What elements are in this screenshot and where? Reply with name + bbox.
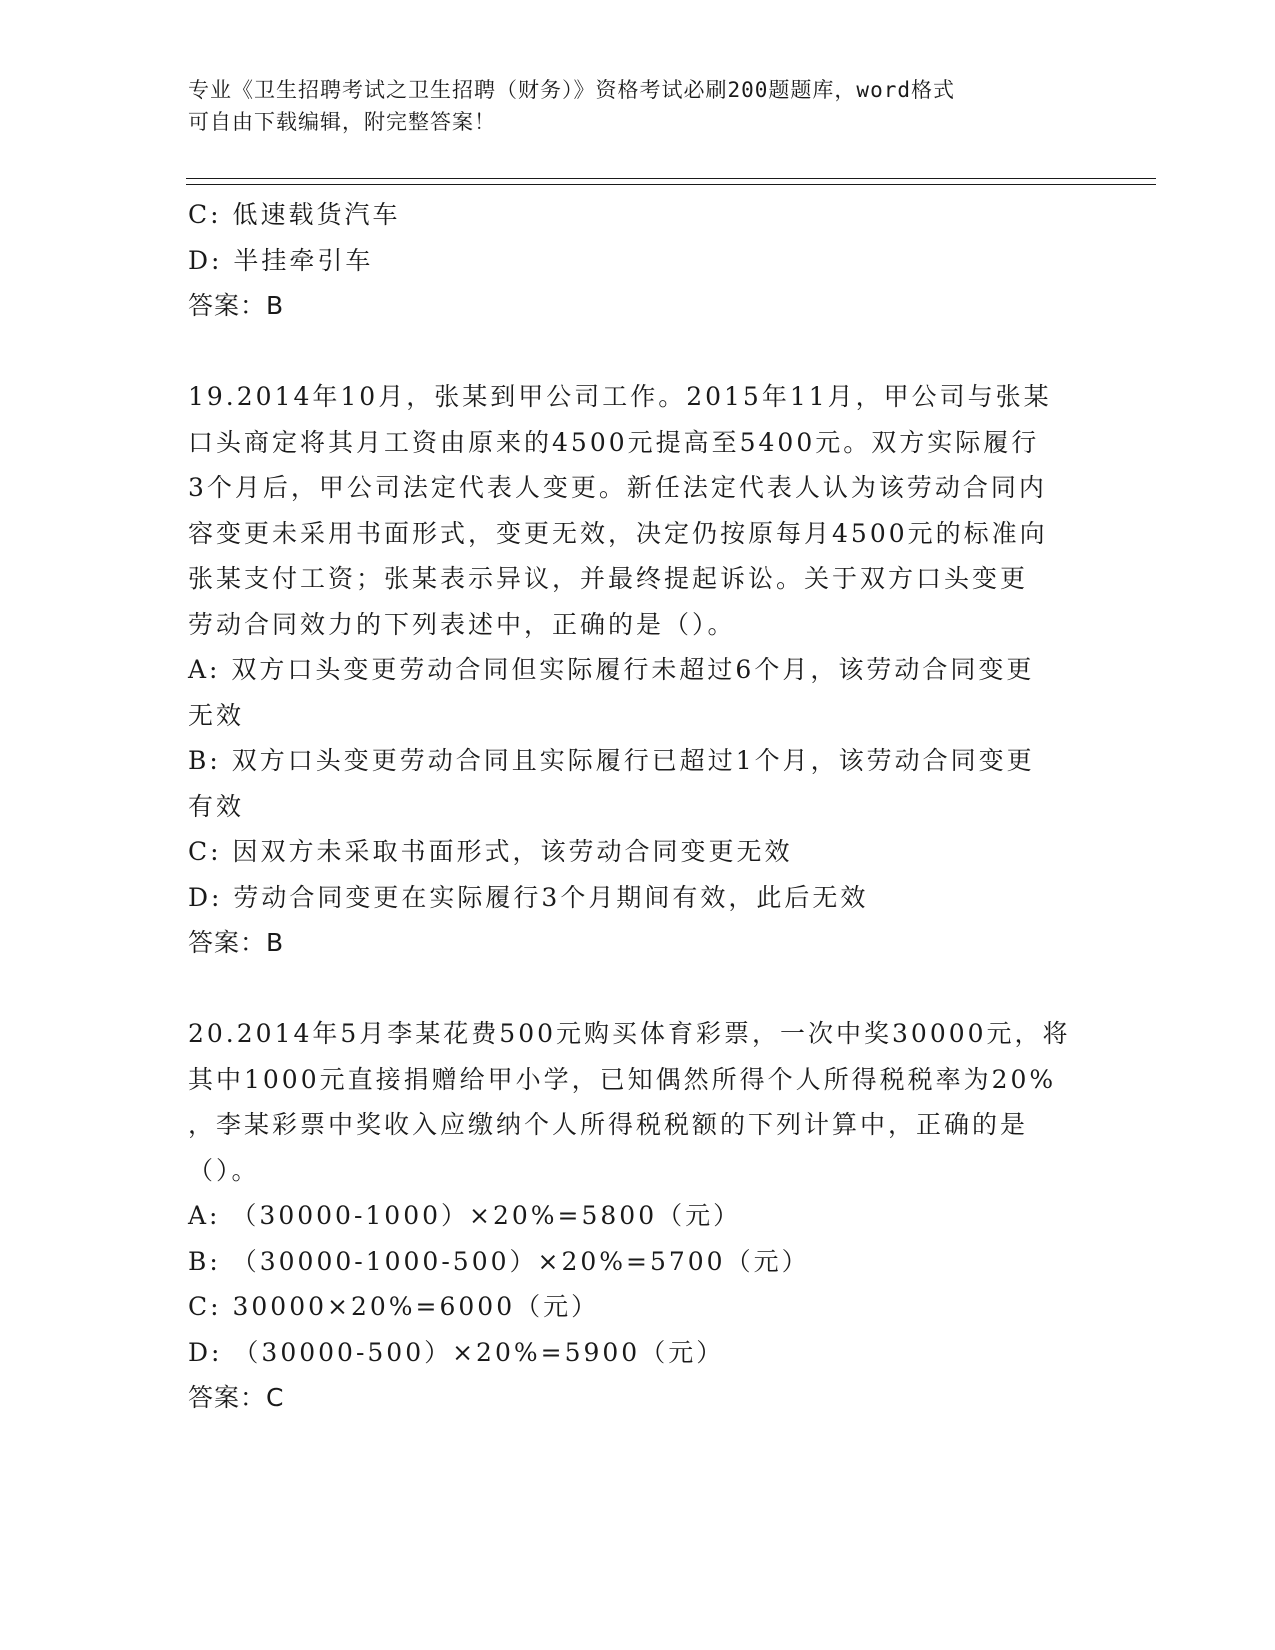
document-body (188, 192, 1088, 1421)
q20-option-b: B: （30000-1000-500）×20%=5700（元） (188, 1246, 810, 1276)
q19-answer: 答案：B (188, 928, 285, 957)
spacer (188, 329, 1088, 375)
q20-stem-line: ，李某彩票中奖收入应缴纳个人所得税税额的下列计算中，正确的是 (188, 1110, 1029, 1139)
q19-option-b: B: 双方口头变更劳动合同且实际履行已超过1个月，该劳动合同变更 (188, 746, 1035, 775)
header-line-1: 专业《卫生招聘考试之卫生招聘（财务）》资格考试必刷200题题库，word格式 (188, 78, 955, 102)
q20-stem-line: 20.2014年5月李某花费500元购买体育彩票，一次中奖30000元，将 (188, 1019, 1071, 1048)
q20-answer: 答案：C (188, 1383, 285, 1412)
q19-option-b-cont: 有效 (188, 791, 245, 821)
q19-option-a: A: 双方口头变更劳动合同但实际履行未超过6个月，该劳动合同变更 (188, 655, 1035, 684)
q20-stem-line: （）。 (188, 1155, 260, 1185)
q19-option-c: C: 因双方未采取书面形式，该劳动合同变更无效 (188, 837, 793, 866)
q18-option-c: C: 低速载货汽车 (188, 200, 401, 229)
header-double-rule (186, 178, 1156, 185)
q19-stem-line: 19.2014年10月，张某到甲公司工作。2015年11月，甲公司与张某 (188, 382, 1052, 411)
q18-answer: 答案：B (188, 291, 285, 320)
q18-option-d: D: 半挂牵引车 (188, 245, 374, 275)
q19-stem-line: 容变更未采用书面形式，变更无效，决定仍按原每月4500元的标准向 (188, 518, 1048, 548)
q19-stem-line: 口头商定将其月工资由原来的4500元提高至5400元。双方实际履行 (188, 427, 1040, 457)
q20-stem-line: 其中1000元直接捐赠给甲小学，已知偶然所得个人所得税税率为20% (188, 1064, 1057, 1094)
header-line-2: 可自由下载编辑，附完整答案！ (188, 110, 496, 134)
spacer (188, 966, 1088, 1012)
q19-stem-line: 3个月后，甲公司法定代表人变更。新任法定代表人认为该劳动合同内 (188, 473, 1047, 502)
page-header (188, 74, 1088, 138)
q19-stem-line: 张某支付工资；张某表示异议，并最终提起诉讼。关于双方口头变更 (188, 564, 1029, 593)
q19-option-a-cont: 无效 (188, 700, 245, 730)
q20-option-a: A: （30000-1000）×20%=5800（元） (188, 1201, 742, 1230)
q20-option-d: D: （30000-500）×20%=5900（元） (188, 1337, 725, 1367)
q19-stem-line: 劳动合同效力的下列表述中，正确的是（）。 (188, 609, 736, 639)
q19-option-d: D: 劳动合同变更在实际履行3个月期间有效，此后无效 (188, 882, 869, 912)
question-19 (188, 374, 1088, 966)
question-20 (188, 1011, 1088, 1421)
question-18-tail (188, 192, 1088, 329)
q20-option-c: C: 30000×20%=6000（元） (188, 1292, 600, 1321)
